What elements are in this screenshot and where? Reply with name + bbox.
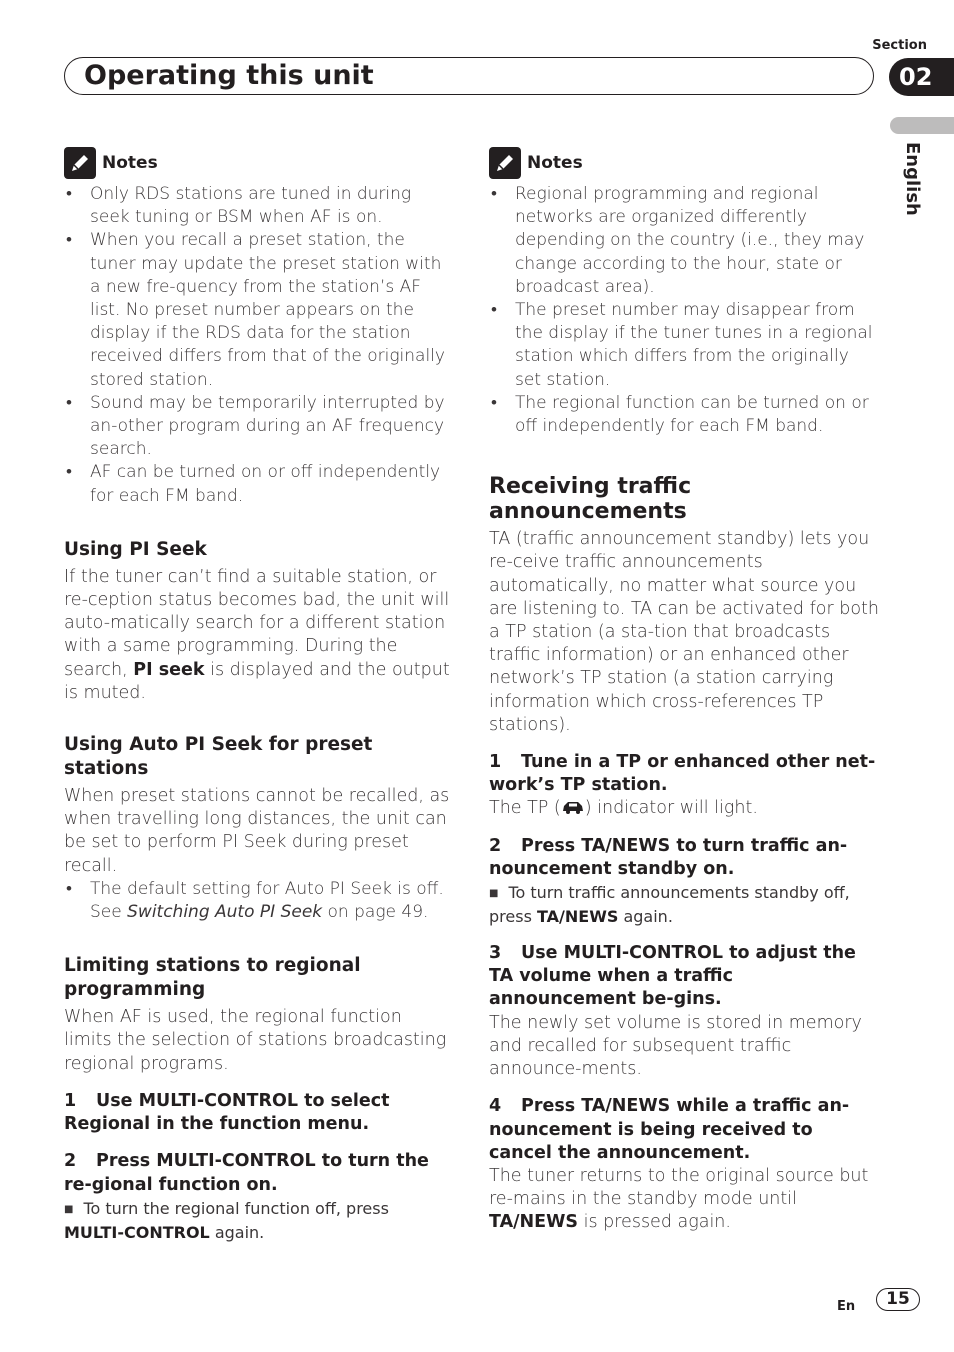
page-number: 15 — [876, 1288, 920, 1311]
traffic-heading: Receiving traffic announcements — [489, 474, 692, 525]
list-item: • AF can be turned on or off independently for each FM band. — [64, 461, 454, 507]
traffic-step-1: 1 Tune in a TP or enhanced other net-work’s TP station. — [489, 752, 876, 796]
traffic-intro: TA (traffic announcement standby) lets you re-ceive traffic announcements automatically, no matter what source you are listening to. TA can be activated for both a TP station (a sta-tion that broadcasts traffic information) or an enhanced other network’s TP station (a station carrying information which cross-references TP stations). — [489, 529, 879, 735]
regional-body: When AF is used, the regional function limits the selection of stations broadcasting regional programs. — [64, 1007, 447, 1074]
pi-seek-heading: Using PI Seek — [64, 538, 207, 560]
regional-note: ■ To turn the regional function off, press MULTI-CONTROL again. — [64, 1197, 454, 1244]
cross-reference: Switching Auto PI Seek — [127, 902, 323, 923]
notes-pencil-icon — [64, 147, 96, 179]
right-column — [489, 147, 879, 1235]
tp-car-icon — [561, 800, 585, 814]
regional-step-1: 1 Use MULTI-CONTROL to select Regional in the function menu. — [64, 1090, 390, 1135]
notes-title: Notes — [527, 153, 583, 173]
list-item: • When you recall a preset station, the tuner may update the preset station with a new fre-quency from the station’s AF list. No preset number appears on the display if the RDS data for the station received differs from that of the originally stored station. — [64, 229, 454, 391]
pi-seek-body: If the tuner can’t find a suitable station, or re-ception status becomes bad, the unit will auto-matically search for a different station with a same programming. During the search, PI seek is displayed and the output is muted. — [64, 566, 450, 703]
section-number-badge: 02 — [889, 58, 954, 96]
regional-step-2: 2 Press MULTI-CONTROL to turn the re-gional function on. — [64, 1151, 429, 1195]
notes-list-left — [64, 183, 454, 508]
list-item: • Regional programming and regional networks are organized differently depending on the country (i.e., they may change according to the hour, state or broadcast area). — [489, 183, 879, 299]
language-label: English — [902, 142, 923, 216]
auto-pi-body: When preset stations cannot be recalled, as when travelling long distances, the unit can be set to perform PI Seek during preset recall. — [64, 786, 450, 876]
list-item: • Sound may be temporarily interrupted by an-other program during an AF frequency search. — [64, 392, 454, 462]
traffic-step-3-body: The newly set volume is stored in memory and recalled for subsequent traffic announce-ments. — [489, 1012, 862, 1080]
list-item: • Only RDS stations are tuned in during seek tuning or BSM when AF is on. — [64, 183, 454, 229]
notes-title: Notes — [102, 153, 158, 173]
traffic-step-2: 2 Press TA/NEWS to turn traffic an-nouncement standby on. — [489, 835, 848, 879]
list-item: • The regional function can be turned on or off independently for each FM band. — [489, 392, 879, 438]
traffic-step-4-body: The tuner returns to the original source but re-mains in the standby mode until TA/NEWS is pressed again. — [489, 1165, 869, 1233]
notes-pencil-icon — [489, 147, 521, 179]
page-title: Operating this unit — [84, 60, 374, 91]
section-label: Section — [872, 38, 927, 53]
traffic-step-3: 3 Use MULTI-CONTROL to adjust the TA volume when a traffic announcement be-gins. — [489, 943, 856, 1010]
traffic-step-2-note: ■ To turn traffic announcements standby off, press TA/NEWS again. — [489, 881, 879, 928]
notes-list-right — [489, 183, 879, 438]
language-code: En — [837, 1299, 856, 1314]
language-tab — [890, 117, 954, 134]
list-item: • The preset number may disappear from the display if the tuner tunes in a regional station which differs from the originally set station. — [489, 299, 879, 392]
notes-heading-left — [64, 147, 454, 179]
traffic-step-1-body: The TP ( ) indicator will light. — [489, 798, 758, 819]
auto-pi-bullets — [64, 878, 454, 924]
traffic-step-4: 4 Press TA/NEWS while a traffic an-nouncement is being received to cancel the announcement. — [489, 1096, 850, 1163]
pi-seek-keyword: PI seek — [133, 659, 205, 680]
left-column — [64, 147, 454, 1244]
regional-heading: Limiting stations to regional programming — [64, 955, 361, 1001]
auto-pi-heading: Using Auto PI Seek for preset stations — [64, 734, 373, 780]
notes-heading-right — [489, 147, 879, 179]
list-item: • The default setting for Auto PI Seek is off. See Switching Auto PI Seek on page 49. — [64, 878, 454, 924]
